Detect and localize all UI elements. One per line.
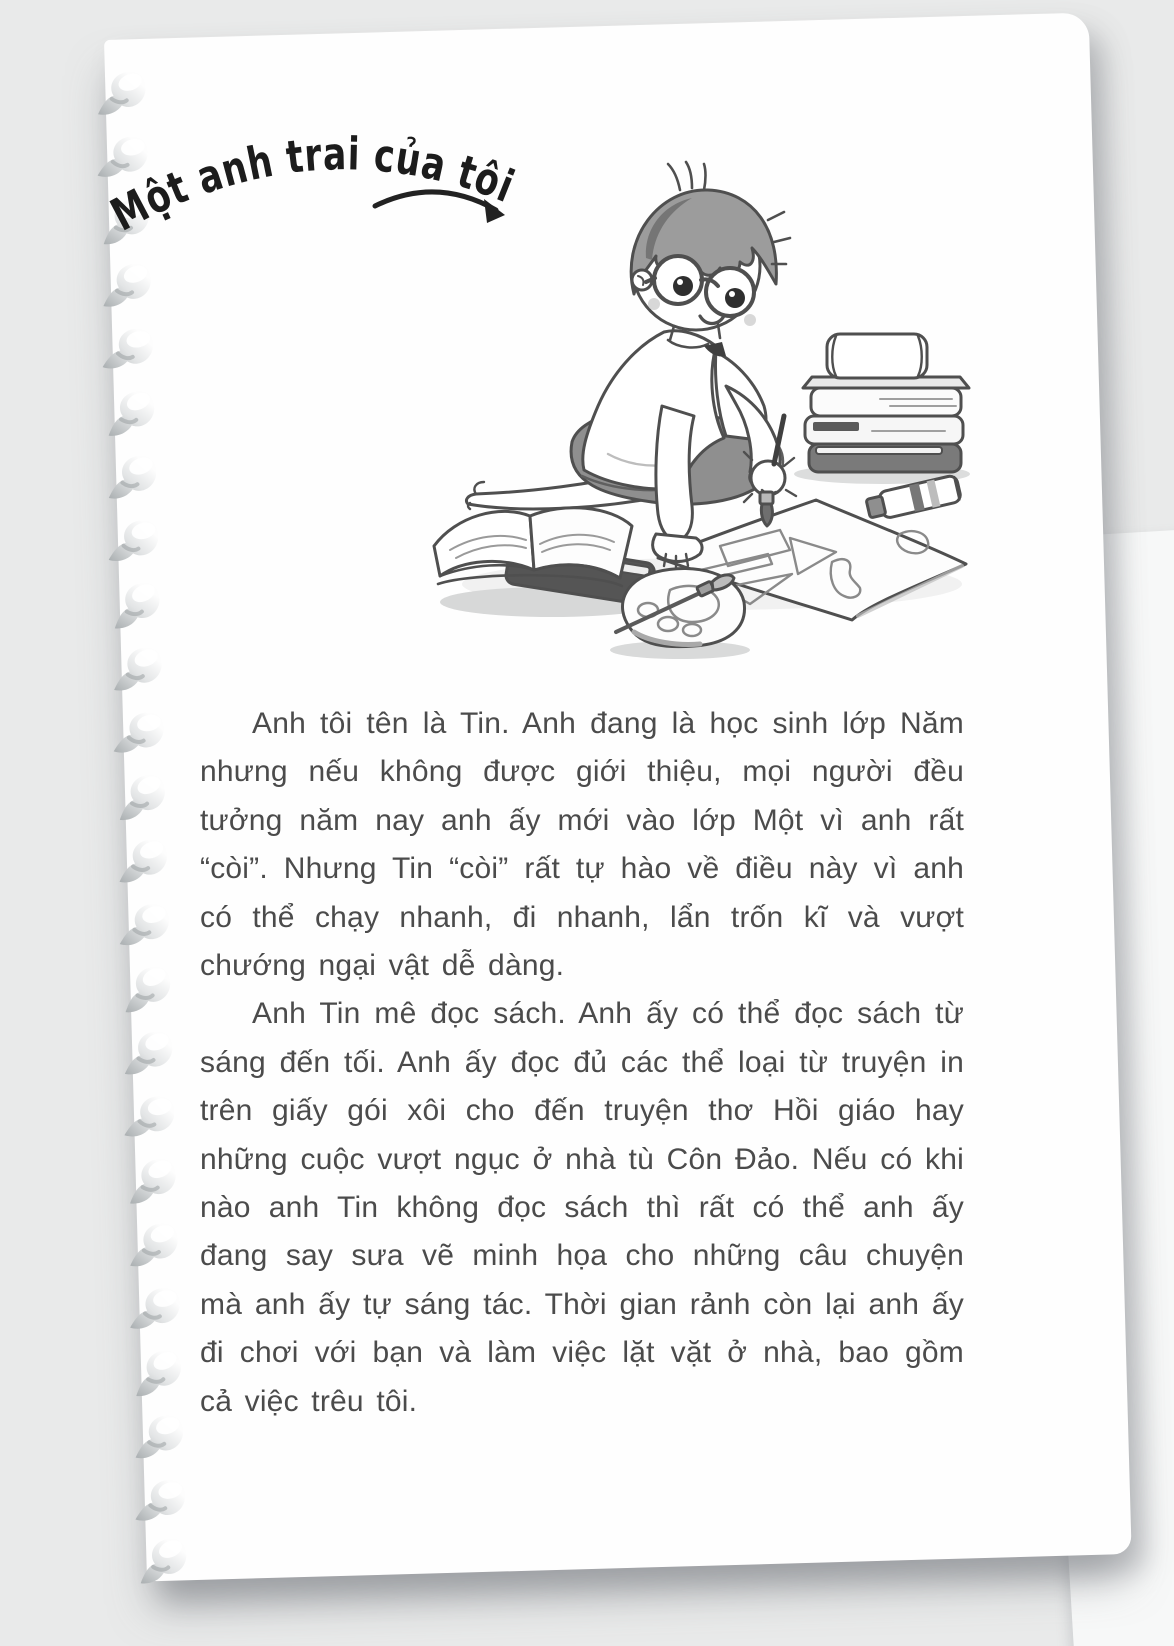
brush-tip — [761, 504, 772, 526]
story-paragraph: Anh Tin mê đọc sách. Anh ấy có thể đọc sách từ sáng đến tối. Anh ấy đọc đủ các thể loại từ truyện in trên giấy gói xôi cho đến truyện thơ Hồi giáo hay những cuộc vượt ngục ở nhà tù Côn Đảo. Nếu có khi nào anh Tin không đọc sách thì rất có thể anh ấy đang say sưa vẽ minh họa cho những câu chuyện mà anh ấy tự sáng tác. Thời gian rảnh còn lại anh ấy đi chơi với bạn và làm việc lặt vặt ở nhà, bao gồm cả việc trêu tôi. — [200, 997, 964, 1418]
book-stack — [803, 334, 969, 472]
boy-painting-illustration — [412, 154, 1000, 668]
arm-on-paper — [656, 406, 694, 542]
story-paragraph: Anh tôi tên là Tin. Anh đang là học sinh lớp Năm nhưng nếu không được giới thiệu, mọi người đều tưởng năm nay anh ấy mới vào lớp Một vì anh rất “còi”. Nhưng Tin “còi” rất tự hào về điều này vì anh có thể chạy nhanh, đi nhanh, lẩn trốn kĩ và vượt chướng ngại vật dễ dàng. — [200, 707, 964, 983]
story-text — [200, 700, 964, 1426]
boy-head — [631, 162, 790, 340]
page-title-text: Một anh trai của tôi — [102, 126, 526, 242]
